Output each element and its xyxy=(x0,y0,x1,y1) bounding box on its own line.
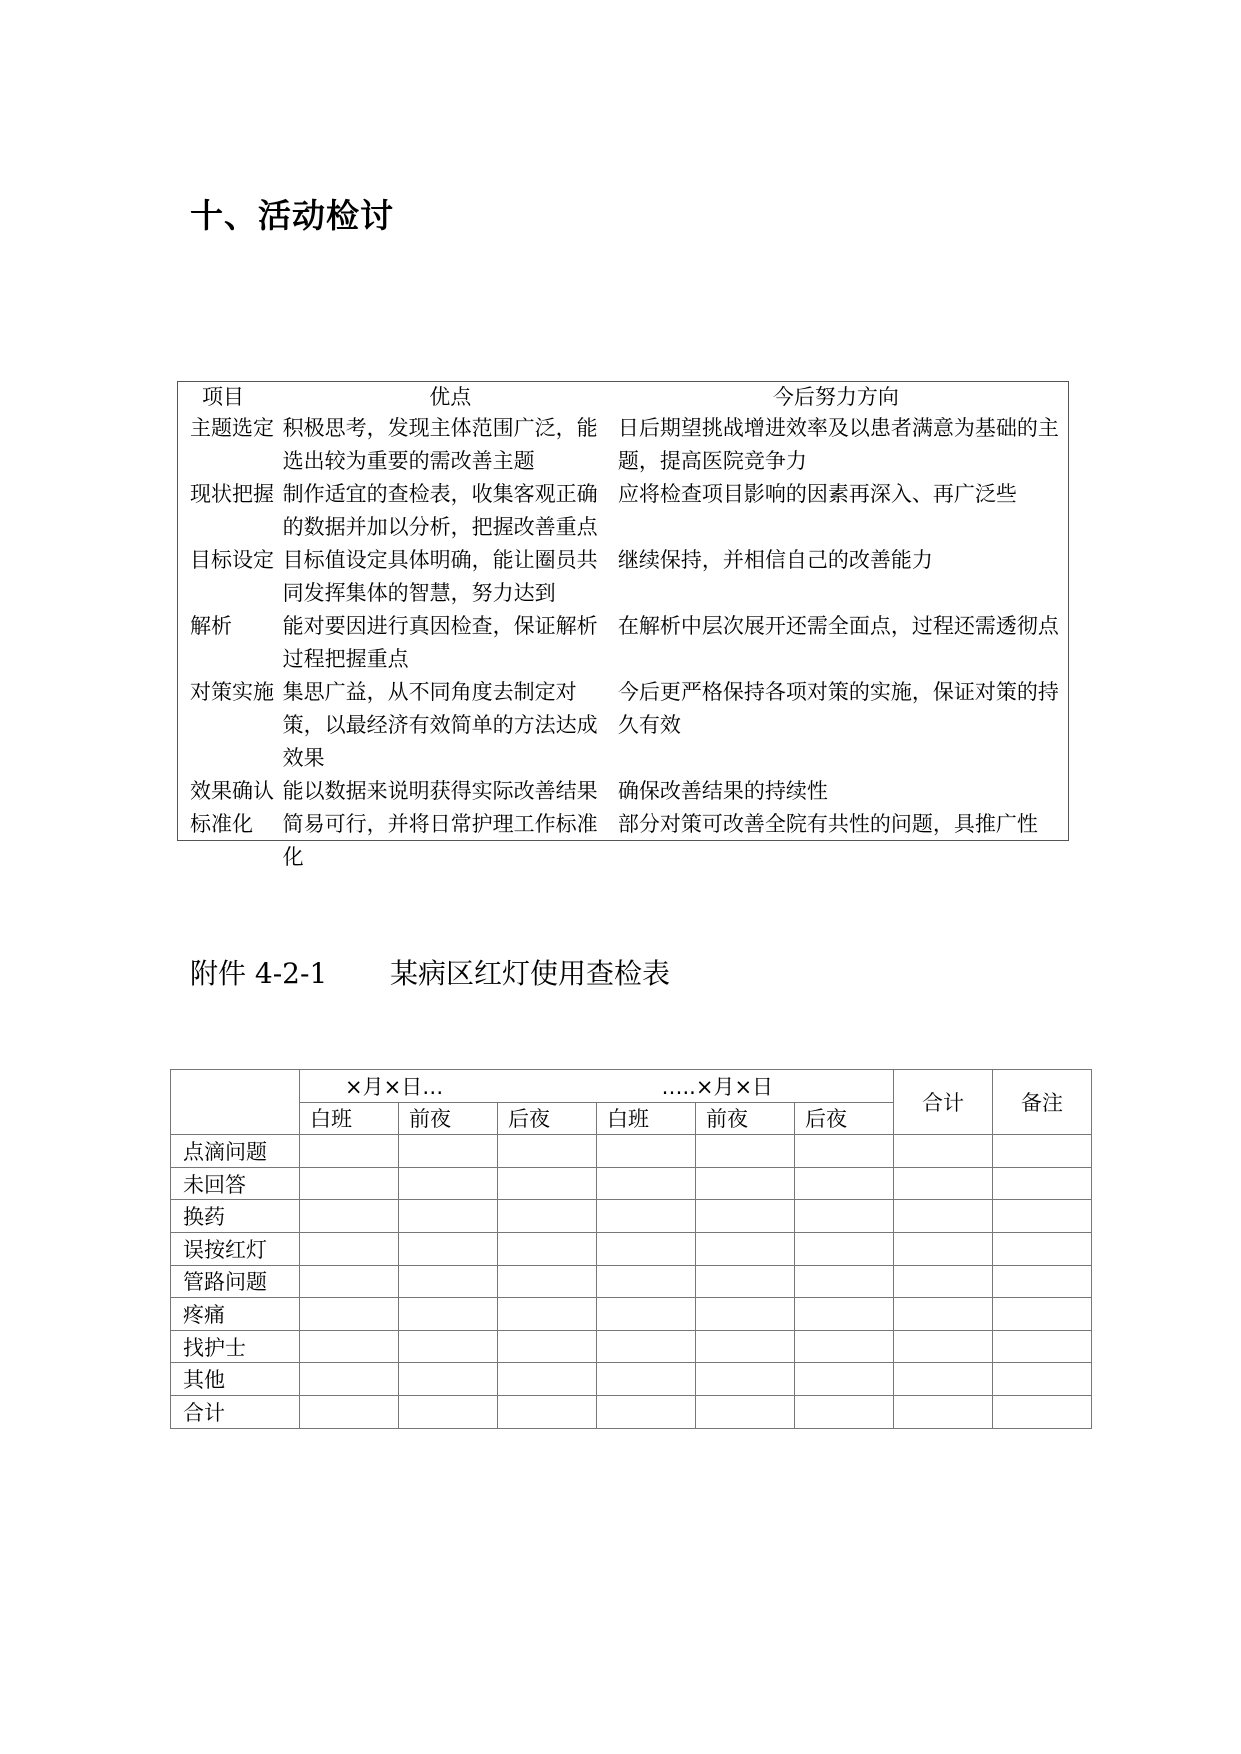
table-row xyxy=(171,1363,1092,1396)
total-cell xyxy=(894,1135,993,1168)
total-cell xyxy=(894,1363,993,1396)
tally-cell xyxy=(300,1232,399,1265)
tally-cell xyxy=(498,1167,597,1200)
tally-cell xyxy=(597,1135,696,1168)
tally-cell xyxy=(597,1232,696,1265)
row-label: 管路问题 xyxy=(171,1265,300,1298)
tally-cell xyxy=(597,1395,696,1428)
review-direction: 部分对策可改善全院有共性的问题，具推广性 xyxy=(617,812,1038,836)
table-row xyxy=(171,1298,1092,1331)
tally-cell xyxy=(795,1298,894,1331)
tally-cell xyxy=(300,1135,399,1168)
remark-cell xyxy=(993,1330,1092,1363)
row-label: 点滴问题 xyxy=(171,1135,300,1168)
total-cell xyxy=(894,1395,993,1428)
remark-cell xyxy=(993,1135,1092,1168)
tally-cell xyxy=(795,1167,894,1200)
row-label: 合计 xyxy=(171,1395,300,1428)
review-item: 解析 xyxy=(190,614,232,638)
tally-cell xyxy=(300,1395,399,1428)
table-row xyxy=(178,478,1068,544)
table-row xyxy=(171,1265,1092,1298)
review-header-merit: 优点 xyxy=(429,385,472,409)
remark-cell xyxy=(993,1363,1092,1396)
review-item: 目标设定 xyxy=(190,548,274,572)
tally-cell xyxy=(399,1135,498,1168)
tally-cell xyxy=(795,1135,894,1168)
tally-cell xyxy=(399,1200,498,1233)
date-range-end: …..×月×日 xyxy=(597,1070,894,1103)
tally-cell xyxy=(696,1232,795,1265)
review-merit: 集思广益，从不同角度去制定对策，以最经济有效简单的方法达成效果 xyxy=(282,680,598,770)
tally-cell xyxy=(696,1135,795,1168)
checklist-header-row xyxy=(171,1070,1092,1103)
review-direction: 在解析中层次展开还需全面点，过程还需透彻点 xyxy=(617,614,1059,638)
tally-cell xyxy=(696,1298,795,1331)
remark-cell xyxy=(993,1232,1092,1265)
review-table xyxy=(177,381,1069,869)
tally-cell xyxy=(300,1167,399,1200)
tally-cell xyxy=(696,1363,795,1396)
remark-cell xyxy=(993,1298,1092,1331)
tally-cell xyxy=(498,1232,597,1265)
tally-cell xyxy=(795,1265,894,1298)
remark-cell xyxy=(993,1265,1092,1298)
review-item: 主题选定 xyxy=(190,416,274,440)
review-item: 效果确认 xyxy=(190,779,274,803)
tally-cell xyxy=(696,1167,795,1200)
tally-cell xyxy=(399,1265,498,1298)
tally-cell xyxy=(300,1330,399,1363)
tally-cell xyxy=(795,1363,894,1396)
tally-cell xyxy=(795,1200,894,1233)
row-label: 误按红灯 xyxy=(171,1232,300,1265)
checklist-table xyxy=(170,1069,1092,1429)
table-row xyxy=(171,1395,1092,1428)
tally-cell xyxy=(498,1135,597,1168)
tally-cell xyxy=(300,1265,399,1298)
tally-cell xyxy=(795,1330,894,1363)
appendix-title: 某病区红灯使用查检表 xyxy=(390,957,671,990)
tally-cell xyxy=(597,1298,696,1331)
appendix-caption xyxy=(190,952,671,992)
tally-cell xyxy=(498,1363,597,1396)
tally-cell xyxy=(399,1232,498,1265)
table-row xyxy=(178,676,1068,775)
review-direction: 继续保持，并相信自己的改善能力 xyxy=(617,548,933,572)
review-header-direction: 今后努力方向 xyxy=(772,385,899,409)
table-row xyxy=(171,1232,1092,1265)
total-cell xyxy=(894,1298,993,1331)
table-row xyxy=(178,412,1068,478)
shift-header: 后夜 xyxy=(795,1102,894,1135)
table-row xyxy=(178,775,1068,808)
tally-cell xyxy=(498,1298,597,1331)
total-cell xyxy=(894,1265,993,1298)
row-label: 换药 xyxy=(171,1200,300,1233)
review-direction: 日后期望挑战增进效率及以患者满意为基础的主题，提高医院竞争力 xyxy=(617,416,1059,473)
tally-cell xyxy=(498,1265,597,1298)
tally-cell xyxy=(498,1330,597,1363)
tally-cell xyxy=(498,1200,597,1233)
tally-cell xyxy=(597,1265,696,1298)
tally-cell xyxy=(696,1330,795,1363)
tally-cell xyxy=(300,1298,399,1331)
review-merit: 能以数据来说明获得实际改善结果 xyxy=(282,779,598,803)
shift-header: 前夜 xyxy=(696,1102,795,1135)
review-header-row xyxy=(178,382,1068,412)
total-cell xyxy=(894,1330,993,1363)
review-merit: 简易可行，并将日常护理工作标准化 xyxy=(282,812,598,869)
row-label: 其他 xyxy=(171,1363,300,1396)
total-cell xyxy=(894,1167,993,1200)
tally-cell xyxy=(696,1200,795,1233)
tally-cell xyxy=(300,1363,399,1396)
tally-cell xyxy=(597,1200,696,1233)
review-direction: 今后更严格保持各项对策的实施，保证对策的持久有效 xyxy=(617,680,1059,737)
table-row xyxy=(178,610,1068,676)
shift-header: 前夜 xyxy=(399,1102,498,1135)
date-range-start: ×月×日… xyxy=(300,1070,597,1103)
table-row xyxy=(171,1135,1092,1168)
review-merit: 目标值设定具体明确，能让圈员共同发挥集体的智慧，努力达到 xyxy=(282,548,598,605)
shift-header: 白班 xyxy=(300,1102,399,1135)
remark-column-header: 备注 xyxy=(993,1070,1092,1135)
review-direction: 确保改善结果的持续性 xyxy=(617,779,828,803)
review-merit: 能对要因进行真因检查，保证解析过程把握重点 xyxy=(282,614,598,671)
review-item: 对策实施 xyxy=(190,680,274,704)
remark-cell xyxy=(993,1395,1092,1428)
tally-cell xyxy=(597,1167,696,1200)
remark-cell xyxy=(993,1200,1092,1233)
table-row xyxy=(178,808,1068,874)
corner-cell xyxy=(171,1070,300,1135)
row-label: 找护士 xyxy=(171,1330,300,1363)
appendix-number: 附件 4-2-1 xyxy=(190,957,328,990)
tally-cell xyxy=(399,1167,498,1200)
section-heading: 十、活动检讨 xyxy=(190,196,394,235)
table-row xyxy=(171,1167,1092,1200)
tally-cell xyxy=(399,1395,498,1428)
remark-cell xyxy=(993,1167,1092,1200)
table-row xyxy=(178,544,1068,610)
review-item: 现状把握 xyxy=(190,482,274,506)
tally-cell xyxy=(399,1363,498,1396)
tally-cell xyxy=(399,1298,498,1331)
row-label: 未回答 xyxy=(171,1167,300,1200)
tally-cell xyxy=(597,1330,696,1363)
table-row xyxy=(171,1200,1092,1233)
tally-cell xyxy=(795,1232,894,1265)
total-cell xyxy=(894,1232,993,1265)
review-direction: 应将检查项目影响的因素再深入、再广泛些 xyxy=(617,482,1017,506)
table-row xyxy=(171,1330,1092,1363)
tally-cell xyxy=(597,1363,696,1396)
tally-cell xyxy=(300,1200,399,1233)
shift-header: 白班 xyxy=(597,1102,696,1135)
review-header-item: 项目 xyxy=(202,385,244,409)
row-label: 疼痛 xyxy=(171,1298,300,1331)
tally-cell xyxy=(498,1395,597,1428)
tally-cell xyxy=(795,1395,894,1428)
total-cell xyxy=(894,1200,993,1233)
review-item: 标准化 xyxy=(190,812,253,836)
shift-header: 后夜 xyxy=(498,1102,597,1135)
review-merit: 制作适宜的查检表，收集客观正确的数据并加以分析，把握改善重点 xyxy=(282,482,598,539)
tally-cell xyxy=(696,1265,795,1298)
tally-cell xyxy=(696,1395,795,1428)
review-merit: 积极思考，发现主体范围广泛，能选出较为重要的需改善主题 xyxy=(282,416,598,473)
total-column-header: 合计 xyxy=(894,1070,993,1135)
tally-cell xyxy=(399,1330,498,1363)
